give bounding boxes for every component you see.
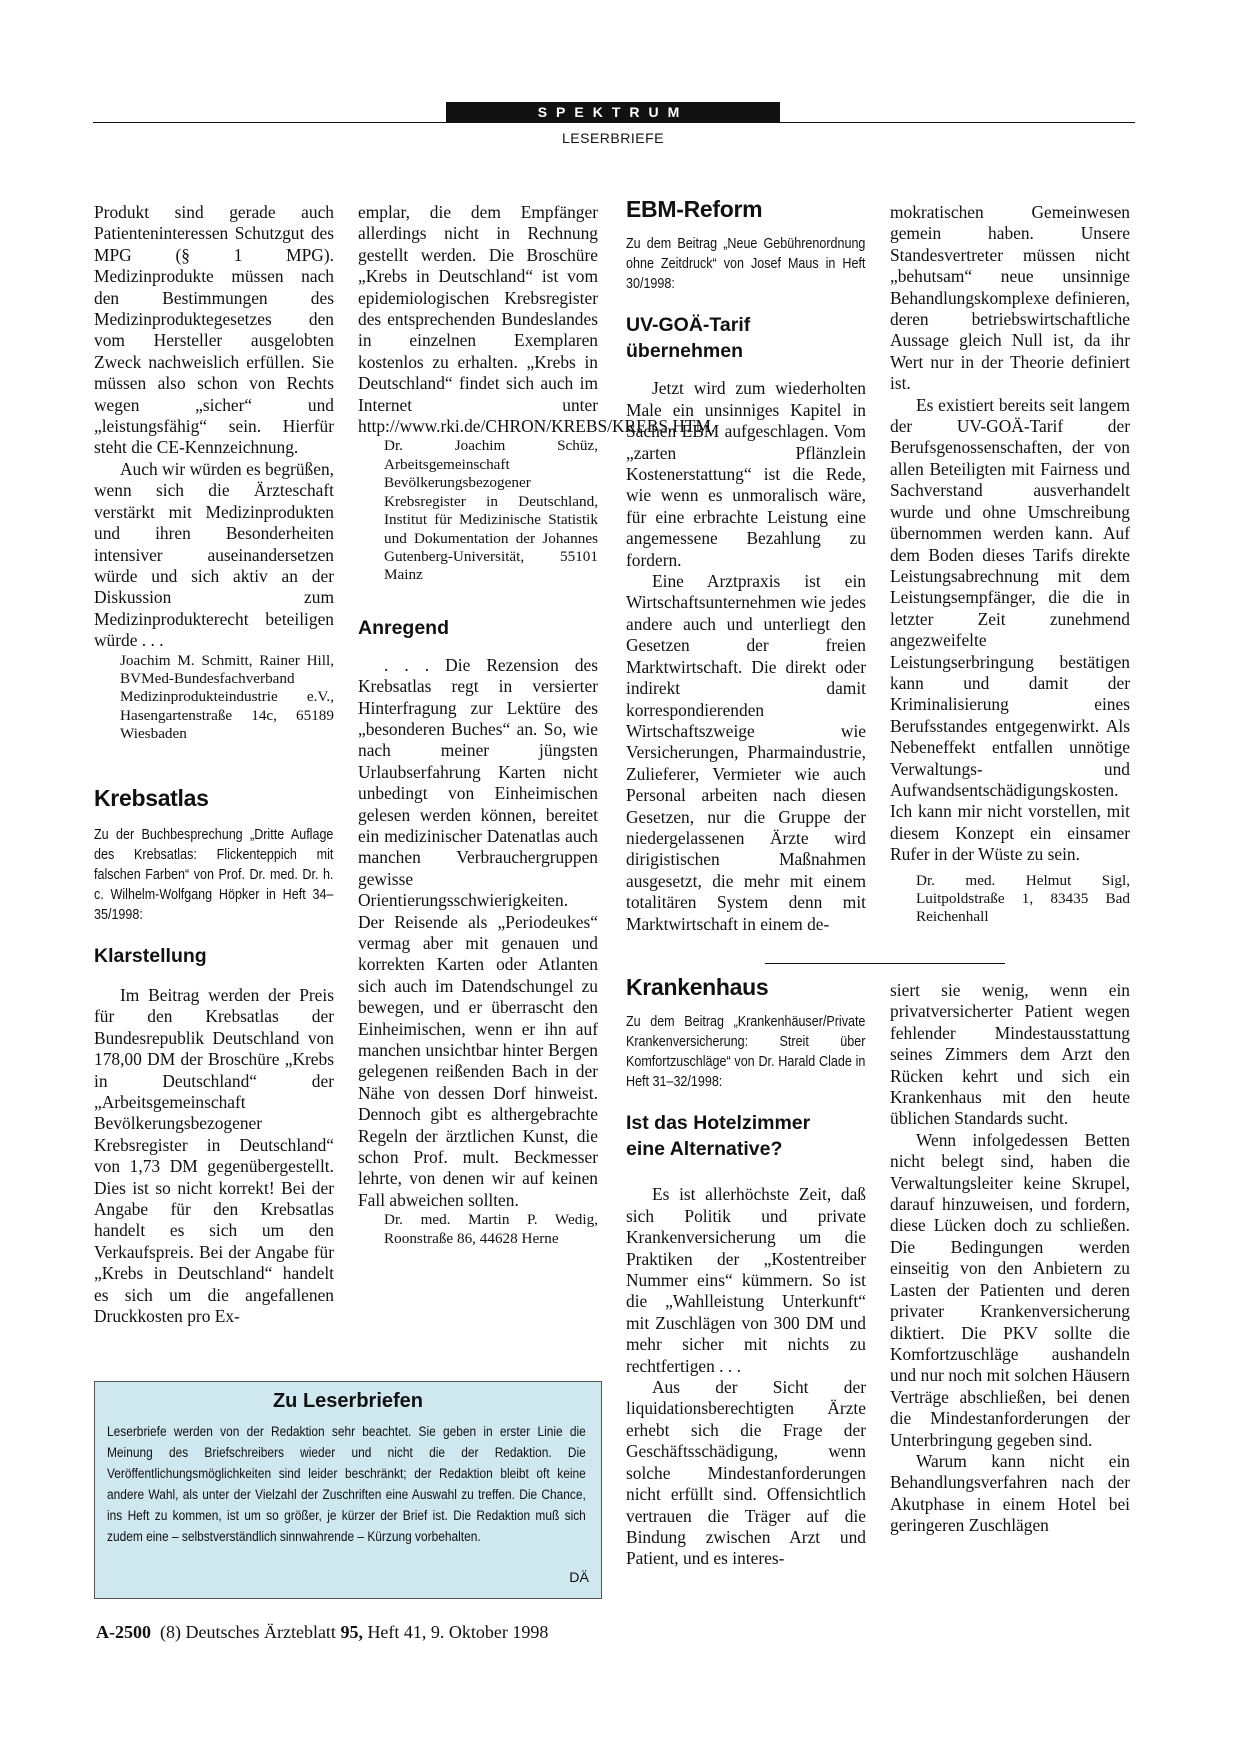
column-4: [890, 202, 1130, 927]
col4-signature: Dr. med. Helmut Sigl, Luitpoldstraße 1, 83435 Bad Reichenhall: [916, 871, 1130, 926]
article-divider: [765, 963, 1005, 964]
article-intro-krankenhaus: Zu dem Beitrag „Krankenhäuser/Private Krankenversicherung: Streit über Komfortzuschläge“ von Dr. Harald Clade in Heft 31–32/1998:: [626, 1014, 866, 1091]
col2-signature-2: Dr. med. Martin P. Wedig, Roonstraße 86, 44628 Herne: [384, 1211, 598, 1247]
col1-paragraph-1: Produkt sind gerade auch Patienteninteressen Schutzgut des MPG (§ 1 MPG). Medizinprodukte müssen nach den Bestimmungen des Medizinproduktegesetzes den vom Hersteller ausgelobten Zweck nachweislich erfüllen. Sie müssen also schon von Rechts wegen „sicher“ und „leistungsfähig“ sein. Hierfür steht die CE-Kennzeichnung.: [94, 202, 334, 458]
col3-paragraph-1: Jetzt wird zum wiederholten Male ein unsinniges Kapitel in Sachen EBM aufgeschlagen. Vom „zarten Pflänzlein Kostenerstattung“ ist die Rede, wie wenn es unmoralisch wäre, für eine erbrachte Leistung eine angemessene Bezahlung zu fordern.: [626, 378, 866, 570]
col1-paragraph-3: Im Beitrag werden der Preis für den Krebsatlas der Bundesrepublik Deutschland von 178,00 DM der Broschüre „Krebs in Deutschland“ der „Arbeitsgemeinschaft Bevölkerungsbezogener Krebsregister in Deutschland“ von 1,73 DM gegenübergestellt. Dies ist so nicht korrekt! Bei der Angabe für den Krebsatlas handelt es sich um den Verkaufspreis. Bei der Angabe für „Krebs in Deutschland“ handelt es sich um die angefallenen Druckkosten pro Ex-: [94, 984, 334, 1327]
col3-paragraph-3: Es ist allerhöchste Zeit, daß sich Politik und private Krankenversicherung um die Praktiken der „Kostentreiber Nummer eins“ kümmern. So ist die „Wahlleistung Unterkunft“ mit Zuschlägen von 300 DM und mehr sicher mit nichts zu rechtfertigen . . .: [626, 1184, 866, 1376]
column-1: [94, 202, 334, 1327]
column-3-lower: [626, 974, 866, 1570]
editorial-note-title: Zu Leserbriefen: [272, 1390, 424, 1412]
editorial-note-box: [94, 1381, 602, 1599]
section-subheader: LESERBRIEFE: [562, 130, 664, 146]
volume-number: 95,: [340, 1622, 363, 1642]
letter-title-hotelzimmer: Ist das Hotelzimmer eine Alternative?: [626, 1112, 811, 1161]
col3-paragraph-4: Aus der Sicht der liquidationsberechtigten Ärzte erhebt sich die Frage der Geschäftsschädigung, wenn solche Mindestanforderungen nicht erfüllt sind. Offensichtlich vertrauen die Träger auf die Bindung zwischen Arzt und Patient, und es interes-: [626, 1377, 866, 1569]
col2-signature-1: Dr. Joachim Schüz, Arbeitsgemeinschaft Bevölkerungsbezogener Krebsregister in Deutschland, Institut für Medizinische Statistik und Dokumentation der Johannes Gutenberg-Universität, 55101 Mainz: [384, 437, 598, 584]
article-title-ebm-reform: EBM-Reform: [626, 196, 763, 222]
article-intro-ebm-reform: Zu dem Beitrag „Neue Gebührenordnung ohne Zeitdruck“ von Josef Maus in Heft 30/1998:: [626, 236, 866, 293]
article-title-krankenhaus: Krankenhaus: [626, 974, 769, 1000]
col1-signature: Joachim M. Schmitt, Rainer Hill, BVMed-Bundesfachverband Medizinprodukteindustrie e.V., Hasengartenstraße 14c, 65189 Wiesbaden: [120, 651, 334, 743]
editorial-note-text: Leserbriefe werden von der Redaktion sehr beachtet. Sie geben in erster Linie die Meinung des Briefschreibers wieder und nicht die der Redaktion. Die Veröffentlichungsmöglichkeiten sind leider beschränkt; der Redaktion bleibt oft keine andere Wahl, als unter der Vielzahl der Zuschriften eine Auswahl zu treffen. Die Chance, ins Heft zu kommen, ist um so größer, je kürzer der Brief ist. Die Redaktion muß sich zudem eine – selbstverständlich sinnwahrende – Kürzung vorbehalten.: [107, 1424, 586, 1545]
column-3: [626, 196, 866, 935]
col4-paragraph-1: mokratischen Gemeinwesen gemein haben. Unsere Standesvertreter müssen nicht „behutsam“ neue unsinnige Behandlungskomplexe definieren, deren betriebswirtschaftliche Aussage gleich Null ist, da ihr Wert nur in der Theorie definiert ist.: [890, 202, 1130, 394]
letter-title-anregend: Anregend: [358, 616, 450, 639]
col3-paragraph-2: Eine Arztpraxis ist ein Wirtschaftsunternehmen wie jedes andere auch und unterliegt den Gesetzen der freien Marktwirtschaft. Die direkt oder indirekt damit korrespondierenden Wirtschaftszweige wie Versicherungen, Pharmaindustrie, Zulieferer, Vermieter wie auch Personal arbeiten nach diesen Gesetzen, nur die Gruppe der niedergelassenen Ärzte wird dirigistischen Maßnahmen ausgesetzt, die mehr mit einem totalitären System denn mit Marktwirtschaft in einem de-: [626, 571, 866, 934]
header-rule: [93, 122, 1135, 123]
col1-paragraph-2: Auch wir würden es begrüßen, wenn sich die Ärzteschaft verstärkt mit Medizinprodukten und ihren Besonderheiten intensiver auseinandersetzen würde und sich aktiv an der Diskussion zum Medizinprodukterecht beteiligen würde . . .: [94, 458, 334, 651]
col2-paragraph-1: emplar, die dem Empfänger allerdings nicht in Rechnung gestellt werden. Die Broschüre „Krebs in Deutschland“ ist vom epidemiologischen Krebsregister des entsprechenden Bundeslandes in einzelnen Exemplaren kostenlos zu erhalten. „Krebs in Deutschland“ findet sich auch im Internet unter http://www.rki.de/CHRON/KREBS/KREBS.HTM.: [358, 202, 716, 437]
col4-paragraph-5: Warum kann nicht ein Behandlungsverfahren nach der Akutphase in einem Hotel bei geringeren Zuschlägen: [890, 1450, 1130, 1536]
article-title-krebsatlas: Krebsatlas: [94, 784, 209, 811]
publication-name: (8) Deutsches Ärzteblatt: [160, 1622, 336, 1642]
col4-paragraph-2: Es existiert bereits seit langem der UV-GOÄ-Tarif der Berufsgenossenschaften, der von allen Beteiligten mit Fairness und Sachverstand ausverhandelt wurde und ohne Umschreibung übernommen werden kann. Auf dem Boden dieses Tarifs direkte Leistungsabrechnung mit dem Leistungsempfänger, die die in letzter Zeit zunehmend angezweifelte Leistungserbringung bestätigen kann und damit der Kriminalisierung eines Berufsstandes entgegenwirkt. Als Nebeneffekt entfallen unnötige Verwaltungs- und Aufwandsentschädigungskosten. Ich kann mir nicht vorstellen, mit diesem Konzept ein einsamer Rufer in der Wüste zu sein.: [890, 394, 1130, 865]
col2-paragraph-2: . . . Die Rezension des Krebsatlas regt in versierter Hinterfragung zur Lektüre des „besonderen Buches“ an. So, wie nach meiner jüngsten Urlaubserfahrung Karten nicht unbedingt von Einheimischen gelesen werden können, bereitet ein medizinischer Datenatlas auch manchen Verbrauchergruppen gewisse Orientierungsschwierigkeiten. Der Reisende als „Periodeukes“ vermag aber mit genauen und korrekten Karten oder Atlanten sich auch im Datendschungel zu bewegen, und er überrascht den Einheimischen, wenn er ihn auf manchen unsichtbar hinter Bergen gelegenen reißenden Bach in der Nähe von dessen Dorf hinweist. Dennoch gibt es althergebrachte Regeln der ärztlichen Kunst, die schon Prof. mult. Beckmesser lehrte, von denen wir auf keinen Fall abweichen sollten.: [358, 654, 598, 1210]
letter-title-klarstellung: Klarstellung: [94, 944, 207, 967]
issue-date: Heft 41, 9. Oktober 1998: [367, 1622, 549, 1642]
col4-paragraph-3: siert sie wenig, wenn ein privatversicherter Patient wegen fehlender Mindestausstattung seines Zimmers dem Arzt den Rücken kehrt und sich ein Krankenhaus mit den heute üblichen Standards sucht.: [890, 980, 1130, 1129]
page-footer: [96, 1622, 548, 1643]
col4-paragraph-4: Wenn infolgedessen Betten nicht belegt sind, haben die Verwaltungsleiter keine Skrupel, darauf hinzuweisen, und fordern, diese Lücken doch zu schließen. Die Bedingungen werden einseitig von den Anbietern zu Lasten der Patienten und deren privater Krankenversicherung diktiert. Die PKV sollte die Komfortzuschläge aushandeln und nur noch mit solchen Häusern Verträge abschließen, bei denen die Mindestanforderungen der Unterbringung gegeben sind.: [890, 1129, 1130, 1450]
page-number: A-2500: [96, 1622, 151, 1642]
editorial-note-initials: DÄ: [569, 1570, 589, 1586]
column-4-lower: [890, 980, 1130, 1537]
article-intro-krebsatlas: Zu der Buchbesprechung „Dritte Auflage des Krebsatlas: Flickenteppich mit falschen Farben“ von Prof. Dr. med. Dr. h. c. Wilhelm-Wolfgang Höpker in Heft 34–35/1998:: [94, 826, 334, 923]
letter-title-uv-goae: UV-GOÄ-Tarif übernehmen: [626, 314, 751, 363]
section-header: SPEKTRUM: [446, 102, 780, 122]
